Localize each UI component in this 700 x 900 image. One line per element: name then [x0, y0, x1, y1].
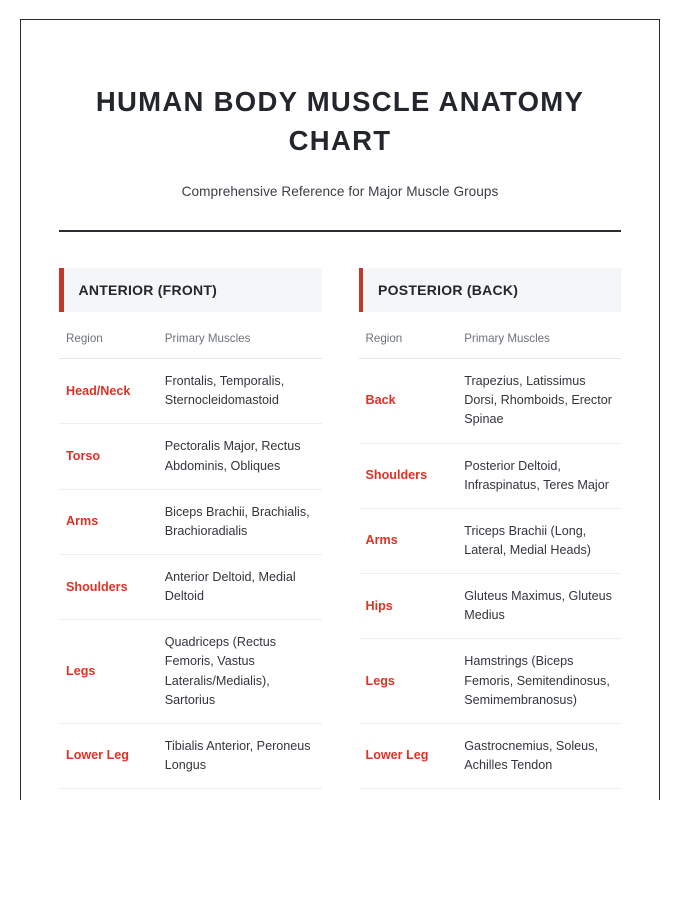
table-row	[59, 620, 322, 724]
column-header-muscles: Primary Muscles	[458, 332, 621, 359]
muscles-cell: Posterior Deltoid, Infraspinatus, Teres Major	[458, 443, 621, 508]
sections-container	[21, 268, 659, 789]
muscles-cell: Trapezius, Latissimus Dorsi, Rhomboids, Erector Spinae	[458, 359, 621, 443]
column-header-region: Region	[359, 332, 459, 359]
table-header-row	[359, 332, 622, 359]
region-cell: Hips	[359, 574, 459, 639]
section-header-posterior	[359, 268, 622, 312]
muscles-cell: Triceps Brachii (Long, Lateral, Medial Heads)	[458, 508, 621, 573]
table-row	[59, 723, 322, 788]
muscles-cell: Pectoralis Major, Rectus Abdominis, Obliques	[159, 424, 322, 489]
page-title: HUMAN BODY MUSCLE ANATOMY CHART	[95, 86, 585, 157]
section-title-posterior: POSTERIOR (BACK)	[378, 282, 519, 299]
region-cell: Lower Leg	[359, 723, 459, 788]
region-cell: Legs	[359, 639, 459, 723]
table-header-row	[59, 332, 322, 359]
column-header-region: Region	[59, 332, 159, 359]
muscles-cell: Biceps Brachii, Brachialis, Brachioradialis	[159, 489, 322, 554]
table-row	[359, 359, 622, 443]
region-cell: Arms	[59, 489, 159, 554]
document-page	[20, 19, 660, 800]
muscles-cell: Anterior Deltoid, Medial Deltoid	[159, 554, 322, 619]
table-row	[59, 424, 322, 489]
region-cell: Head/Neck	[59, 359, 159, 424]
muscle-table-posterior	[359, 332, 622, 789]
table-row	[359, 574, 622, 639]
region-cell: Lower Leg	[59, 723, 159, 788]
muscles-cell: Tibialis Anterior, Peroneus Longus	[159, 723, 322, 788]
region-cell: Shoulders	[359, 443, 459, 508]
region-cell: Shoulders	[59, 554, 159, 619]
region-cell: Legs	[59, 620, 159, 724]
muscles-cell: Gastrocnemius, Soleus, Achilles Tendon	[458, 723, 621, 788]
muscles-cell: Gluteus Maximus, Gluteus Medius	[458, 574, 621, 639]
section-title-anterior: ANTERIOR (FRONT)	[78, 282, 218, 299]
table-row	[359, 508, 622, 573]
muscles-cell: Frontalis, Temporalis, Sternocleidomastoid	[159, 359, 322, 424]
section-header-anterior	[59, 268, 322, 312]
table-row	[59, 359, 322, 424]
muscles-cell: Hamstrings (Biceps Femoris, Semitendinosus, Semimembranosus)	[458, 639, 621, 723]
muscle-table-anterior	[59, 332, 322, 789]
region-cell: Back	[359, 359, 459, 443]
section-posterior	[359, 268, 622, 789]
header-divider-rule	[59, 230, 621, 232]
table-row	[59, 554, 322, 619]
muscles-cell: Quadriceps (Rectus Femoris, Vastus Lateralis/Medialis), Sartorius	[159, 620, 322, 724]
page-subtitle: Comprehensive Reference for Major Muscle Groups	[181, 184, 499, 200]
region-cell: Arms	[359, 508, 459, 573]
region-cell: Torso	[59, 424, 159, 489]
table-row	[359, 443, 622, 508]
table-row	[359, 723, 622, 788]
table-row	[359, 639, 622, 723]
table-row	[59, 489, 322, 554]
column-header-muscles: Primary Muscles	[159, 332, 322, 359]
section-anterior	[59, 268, 322, 789]
